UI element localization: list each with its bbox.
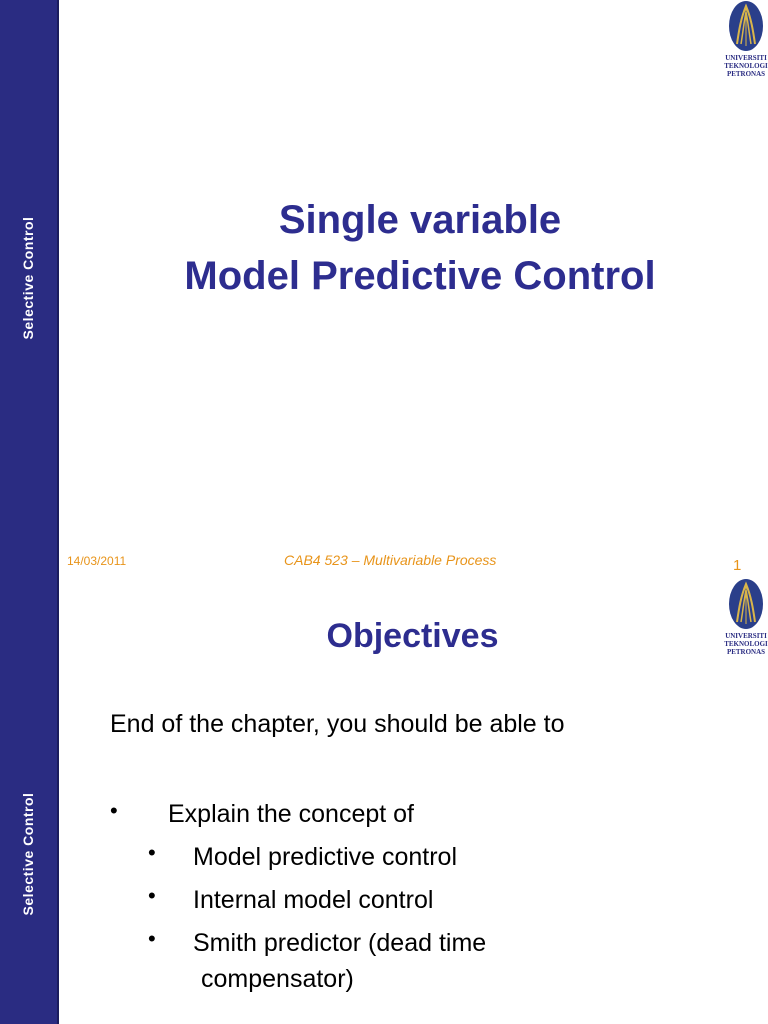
logo-text-line-3: PETRONAS	[726, 648, 766, 656]
footer-date: 14/03/2011	[67, 554, 127, 568]
sidebar	[0, 574, 59, 1024]
logo-text-line-2: TEKNOLOGI	[724, 640, 768, 648]
logo-text-line-1: UNIVERSITI	[725, 632, 767, 640]
sub-bullet-3-continuation: compensator)	[201, 965, 354, 993]
bullet-icon: •	[110, 798, 118, 823]
title-line-1: Single variable	[278, 198, 562, 242]
sidebar-label: Selective Control	[20, 792, 36, 916]
sidebar-label: Selective Control	[20, 216, 36, 340]
sub-bullet-1: Model predictive control	[193, 843, 458, 871]
utp-logo-icon	[727, 578, 765, 632]
logo-text-line-3: PETRONAS	[726, 70, 766, 78]
bullet-icon: •	[148, 883, 156, 908]
page-number: 1	[733, 557, 742, 574]
intro-text: End of the chapter, you should be able to	[110, 710, 565, 738]
utp-logo-icon	[727, 0, 765, 54]
title-line-2: Model Predictive Control	[184, 254, 656, 298]
slide-2	[0, 574, 768, 1024]
logo-text-line-2: TEKNOLOGI	[724, 62, 768, 70]
university-logo	[724, 578, 768, 656]
logo-text-line-1: UNIVERSITI	[725, 54, 767, 62]
university-logo	[724, 0, 768, 78]
sub-bullet-3: Smith predictor (dead time	[193, 929, 487, 957]
sidebar	[0, 0, 59, 574]
slide-title: Objectives	[326, 617, 499, 655]
sub-bullet-2: Internal model control	[193, 886, 434, 914]
bullet-icon: •	[148, 840, 156, 865]
bullet-icon: •	[148, 926, 156, 951]
footer-course: CAB4 523 – Multivariable Process	[284, 552, 497, 568]
bullet-main: Explain the concept of	[168, 800, 414, 828]
slide-title	[80, 192, 760, 304]
